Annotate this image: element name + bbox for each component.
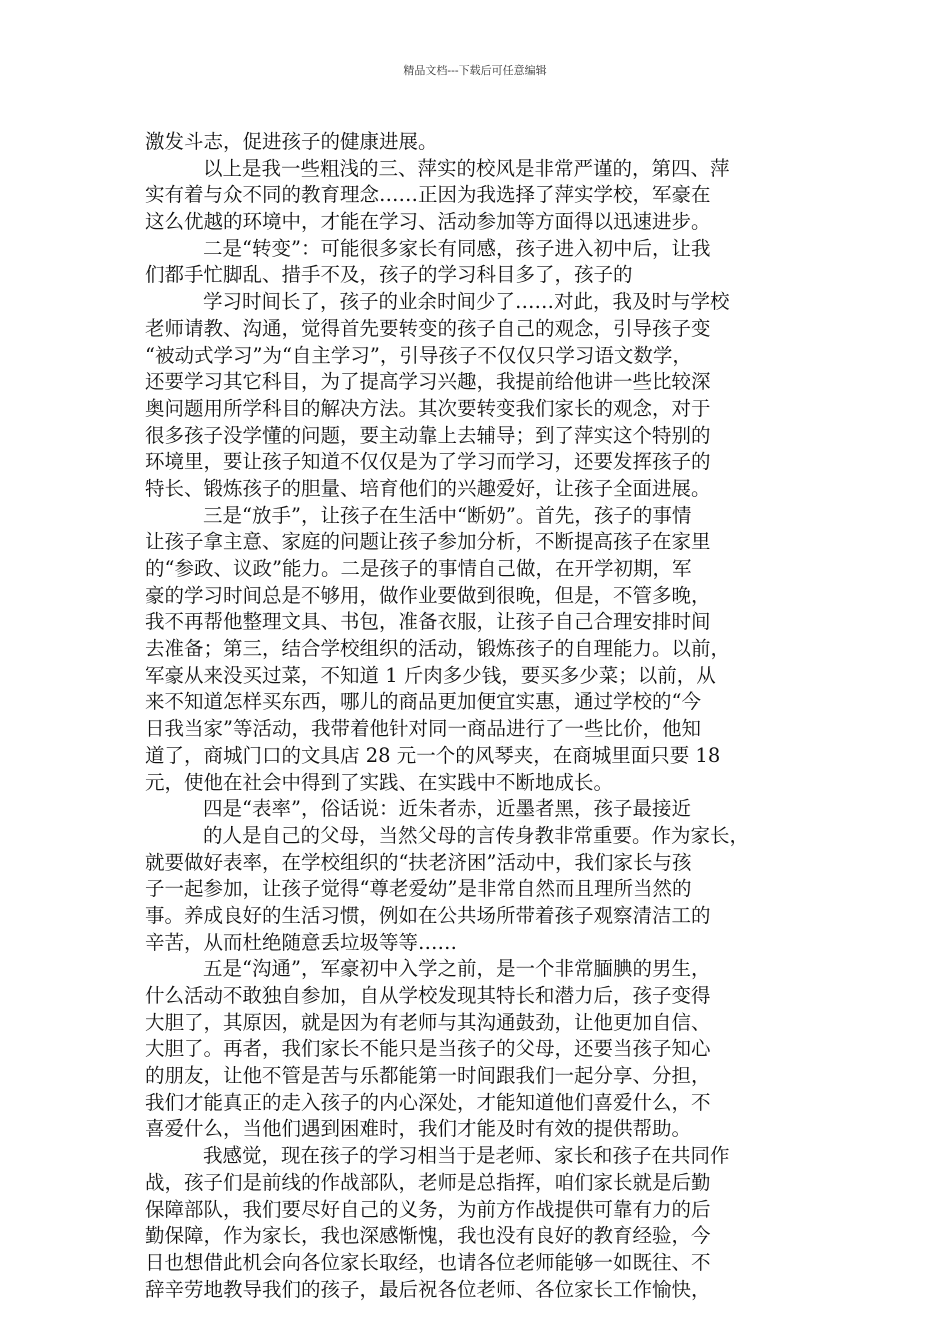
text-line: 就要做好表率，在学校组织的“扶老济困”活动中，我们家长与孩 <box>145 850 692 874</box>
text-line: 日也想借此机会向各位家长取经，也请各位老师能够一如既往、不 <box>145 1250 711 1274</box>
text-line: 来不知道怎样买东西，哪儿的商品更加便宜实惠，通过学校的“今 <box>145 690 701 714</box>
text-line: 二是“转变”：可能很多家长有同感，孩子进入初中后，让我 <box>203 236 711 260</box>
text-line: 环境里，要让孩子知道不仅仅是为了学习而学习，还要发挥孩子的 <box>145 450 711 474</box>
text-line: 这么优越的环境中，才能在学习、活动参加等方面得以迅速进步。 <box>145 210 711 234</box>
text-line: 元，使他在社会中得到了实践、在实践中不断地成长。 <box>145 770 614 794</box>
text-line: 四是“表率”，俗话说：近朱者赤，近墨者黑，孩子最接近 <box>203 797 691 821</box>
page-header: 精品文档---下载后可任意编辑 <box>403 64 547 77</box>
text-line: 日我当家”等活动，我带着他针对同一商品进行了一些比价，他知 <box>145 717 701 741</box>
text-line: 我们才能真正的走入孩子的内心深处，才能知道他们喜爱什么，不 <box>145 1090 711 1114</box>
text-line: 还要学习其它科目，为了提高学习兴趣，我提前给他讲一些比较深 <box>145 370 711 394</box>
text-line: 学习时间长了，孩子的业余时间少了……对此，我及时与学校 <box>203 290 730 314</box>
text-line: 的朋友，让他不管是苦与乐都能第一时间跟我们一起分享、分担， <box>145 1064 711 1088</box>
text-line: 激发斗志，促进孩子的健康进展。 <box>145 130 438 153</box>
text-line: 三是“放手”，让孩子在生活中“断奶”。首先，孩子的事情 <box>203 503 692 527</box>
text-line: 战，孩子们是前线的作战部队，老师是总指挥，咱们家长就是后勤 <box>145 1170 711 1194</box>
text-line: 勤保障，作为家长，我也深感惭愧，我也没有良好的教育经验，今 <box>145 1224 711 1248</box>
text-line: 保障部队，我们要尽好自己的义务，为前方作战提供可靠有力的后 <box>145 1197 711 1221</box>
text-line: 去准备；第三，结合学校组织的活动，锻炼孩子的自理能力。以前， <box>145 637 731 661</box>
text-line: “被动式学习”为“自主学习”，引导孩子不仅仅只学习语文数学， <box>145 343 692 367</box>
document-body <box>145 129 807 1303</box>
text-line: 以上是我一些粗浅的三、萍实的校风是非常严谨的，第四、萍 <box>203 156 730 180</box>
text-line: 子一起参加，让孩子觉得“尊老爱幼”是非常自然而且理所当然的 <box>145 877 692 901</box>
text-line: 道了，商城门口的文具店 28 元一个的风琴夹，在商城里面只要 18 <box>145 743 721 767</box>
text-line: 老师请教、沟通，觉得首先要转变的孩子自己的观念，引导孩子变 <box>145 316 711 340</box>
text-line: 什么活动不敢独自参加，自从学校发现其特长和潜力后，孩子变得 <box>145 984 711 1007</box>
text-line: 实有着与众不同的教育理念……正因为我选择了萍实学校，军豪在 <box>145 183 711 207</box>
text-line: 很多孩子没学懂的问题，要主动靠上去辅导；到了萍实这个特别的 <box>145 423 711 447</box>
text-line: 们都手忙脚乱、措手不及，孩子的学习科目多了，孩子的 <box>145 263 633 287</box>
text-line: 豪的学习时间总是不够用，做作业要做到很晚，但是，不管多晚， <box>145 583 711 607</box>
text-line: 我感觉，现在孩子的学习相当于是老师、家长和孩子在共同作 <box>203 1144 730 1168</box>
text-line: 军豪从来没买过菜，不知道 1 斤肉多少钱，要买多少菜；以前，从 <box>145 663 716 687</box>
text-line: 大胆了，其原因，就是因为有老师与其沟通鼓劲，让他更加自信、 <box>145 1010 711 1034</box>
text-line: 的“参政、议政”能力。二是孩子的事情自己做，在开学初期，军 <box>145 557 692 580</box>
text-line: 的人是自己的父母，当然父母的言传身教非常重要。作为家长， <box>203 823 750 847</box>
text-line: 大胆了。再者，我们家长不能只是当孩子的父母，还要当孩子知心 <box>145 1037 711 1061</box>
text-line: 喜爱什么，当他们遇到困难时，我们才能及时有效的提供帮助。 <box>145 1117 692 1141</box>
text-line: 辛苦，从而杜绝随意丢垃圾等等…… <box>145 930 458 954</box>
text-line: 我不再帮他整理文具、书包，准备衣服，让孩子自己合理安排时间 <box>145 610 711 634</box>
text-line: 事。养成良好的生活习惯，例如在公共场所带着孩子观察清洁工的 <box>145 903 711 927</box>
text-line: 奥问题用所学科目的解决方法。其次要转变我们家长的观念，对于 <box>145 396 711 420</box>
text-line: 特长、锻炼孩子的胆量、培育他们的兴趣爱好，让孩子全面进展。 <box>145 476 711 500</box>
text-line: 让孩子拿主意、家庭的问题让孩子参加分析，不断提高孩子在家里 <box>145 530 711 554</box>
text-line: 五是“沟通”，军豪初中入学之前，是一个非常腼腆的男生， <box>203 957 711 981</box>
text-line: 辞辛劳地教导我们的孩子，最后祝各位老师、各位家长工作愉快， <box>145 1277 711 1301</box>
